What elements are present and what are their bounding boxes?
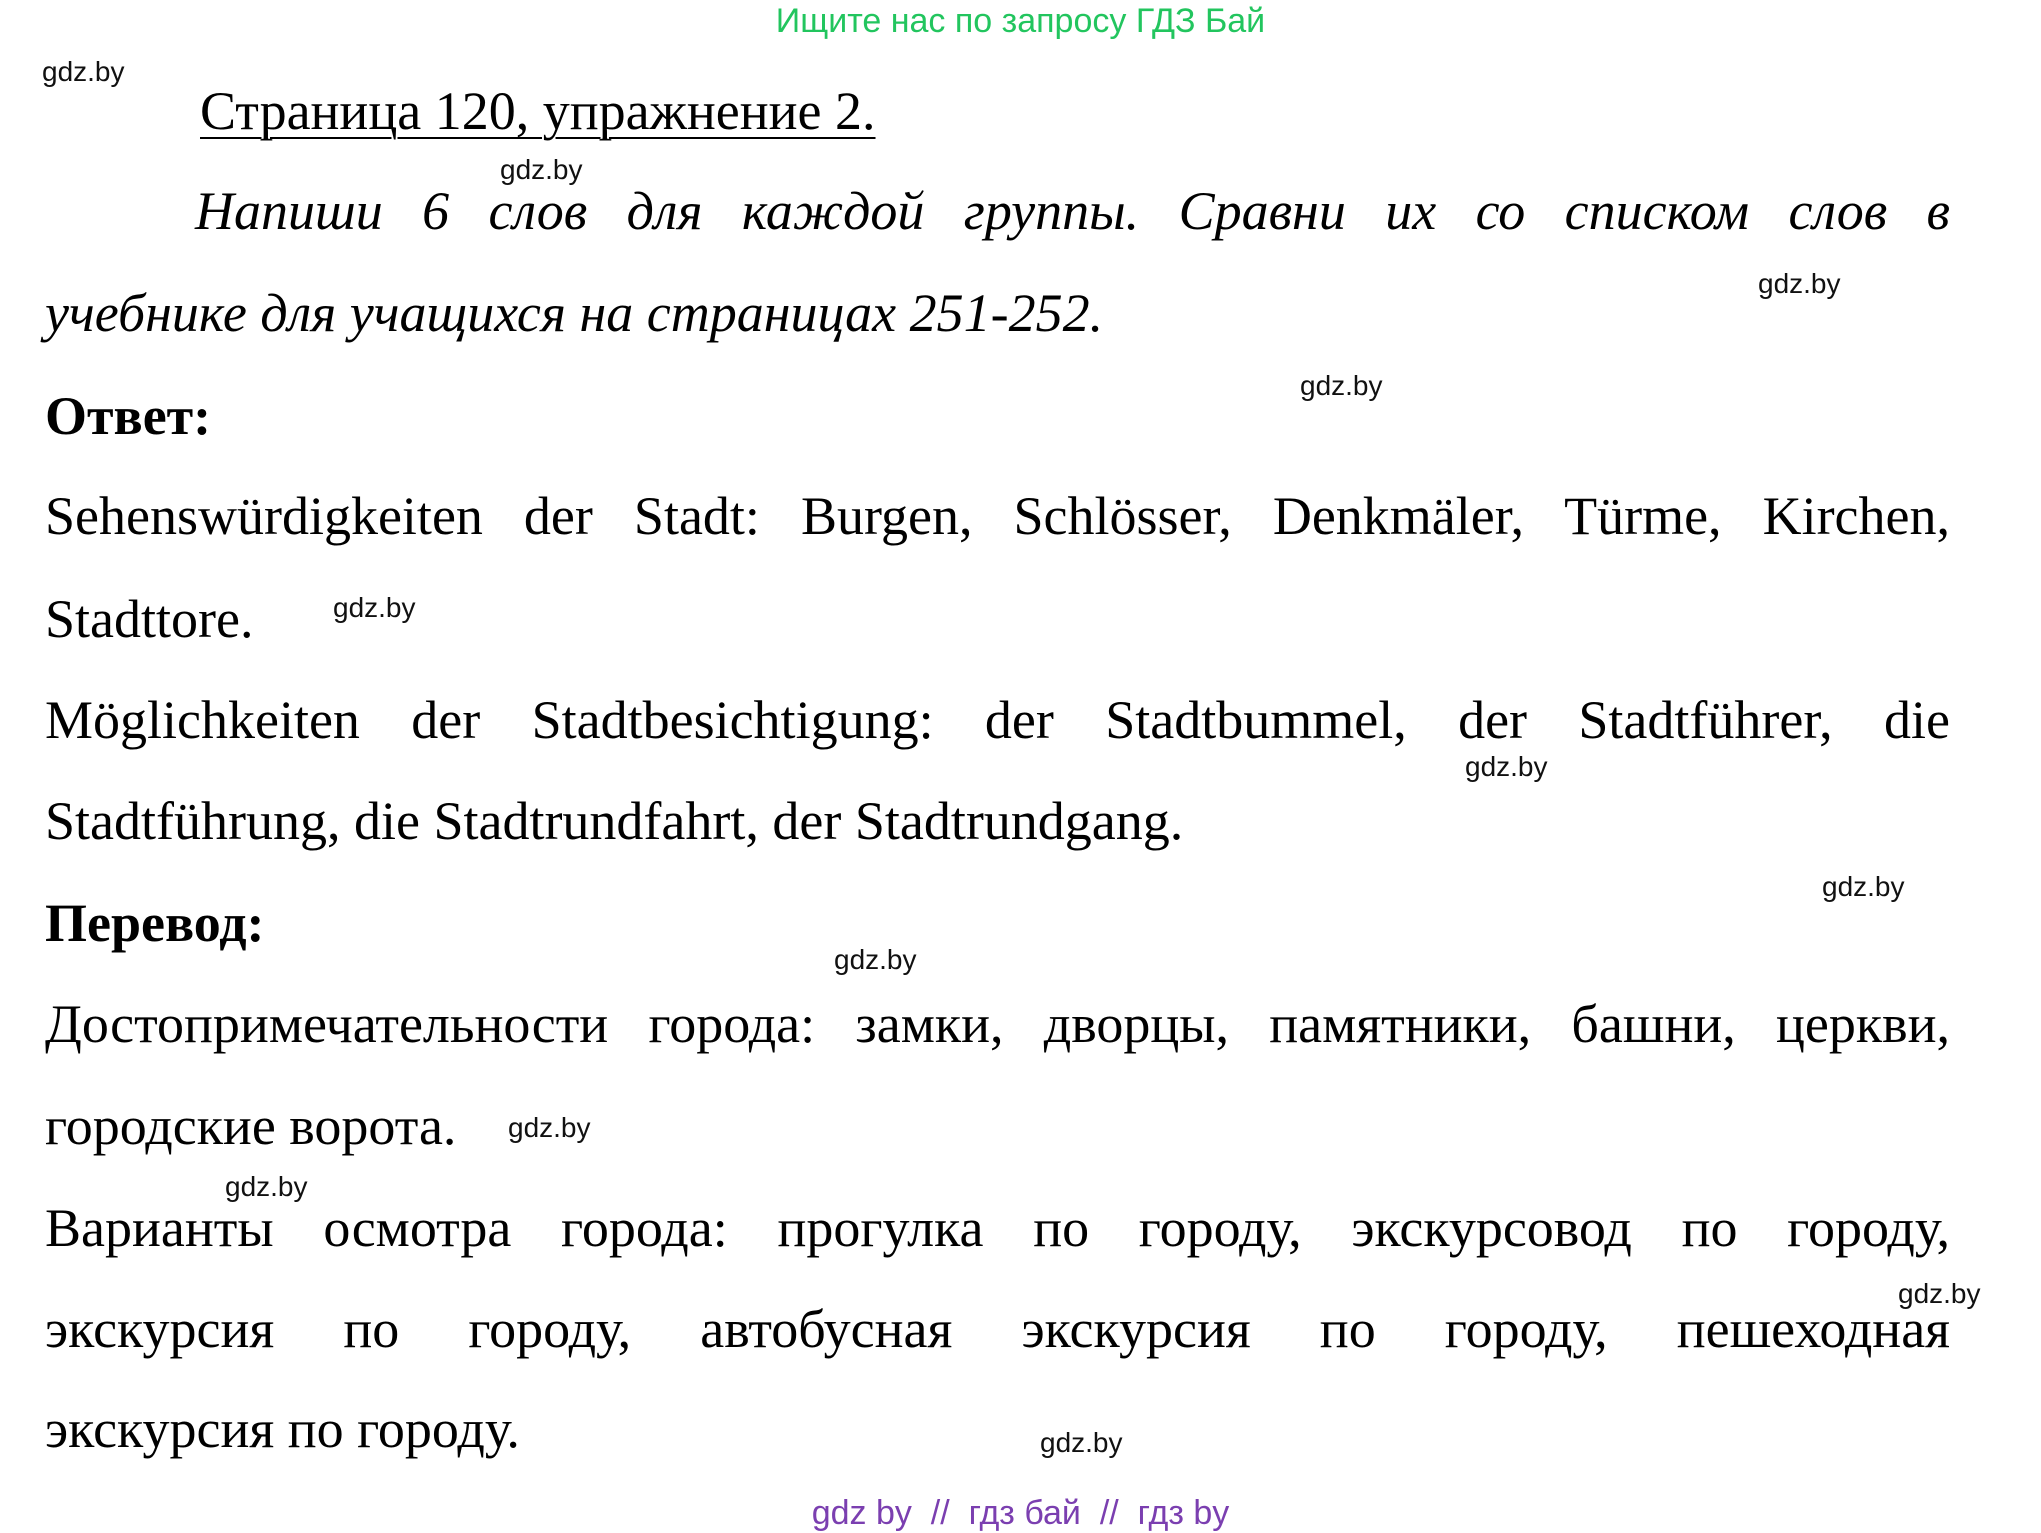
footer-links: gdz by // гдз бай // гдз by — [811, 1494, 1230, 1532]
task-line-2: учебнике для учащихся на страницах 251-252. — [45, 283, 1104, 343]
answer-heading: Ответ: — [45, 386, 212, 446]
watermark: gdz.by — [1465, 751, 1548, 782]
translation-sights-line-2: городские ворота. — [45, 1096, 457, 1156]
answer-options-line-1: Möglichkeiten der Stadtbesichtigung: der Stadtbummel, der Stadtführer, die — [45, 690, 1950, 750]
watermark: gdz.by — [225, 1171, 308, 1202]
translation-options-line-1: Варианты осмотра города: прогулка по городу, экскурсовод по городу, — [45, 1198, 1950, 1258]
page-title: Страница 120, упражнение 2. — [200, 81, 876, 141]
watermark: gdz.by — [508, 1112, 591, 1143]
translation-options-line-2: экскурсия по городу, автобусная экскурсия по городу, пешеходная — [45, 1299, 1950, 1359]
watermark: gdz.by — [1758, 268, 1841, 299]
answer-sights-line-1: Sehenswürdigkeiten der Stadt: Burgen, Schlösser, Denkmäler, Türme, Kirchen, — [45, 486, 1950, 546]
watermark: gdz.by — [1040, 1427, 1123, 1458]
watermark: gdz.by — [1300, 370, 1383, 401]
translation-options-line-3: экскурсия по городу. — [45, 1399, 520, 1459]
task-line-1: Напиши 6 слов для каждой группы. Сравни их со списком слов в — [195, 181, 1950, 241]
watermark: gdz.by — [834, 944, 917, 975]
translation-heading: Перевод: — [45, 893, 265, 953]
watermark: gdz.by — [333, 592, 416, 623]
watermark: gdz.by — [1898, 1278, 1981, 1309]
watermark: gdz.by — [1822, 871, 1905, 902]
top-banner: Ищите нас по запросу ГДЗ Бай — [775, 2, 1266, 40]
translation-sights-line-1: Достопримечательности города: замки, дворцы, памятники, башни, церкви, — [45, 994, 1950, 1054]
watermark: gdz.by — [42, 56, 125, 87]
watermark: gdz.by — [500, 154, 583, 185]
answer-sights-line-2: Stadttore. — [45, 589, 254, 649]
answer-options-line-2: Stadtführung, die Stadtrundfahrt, der Stadtrundgang. — [45, 791, 1184, 851]
